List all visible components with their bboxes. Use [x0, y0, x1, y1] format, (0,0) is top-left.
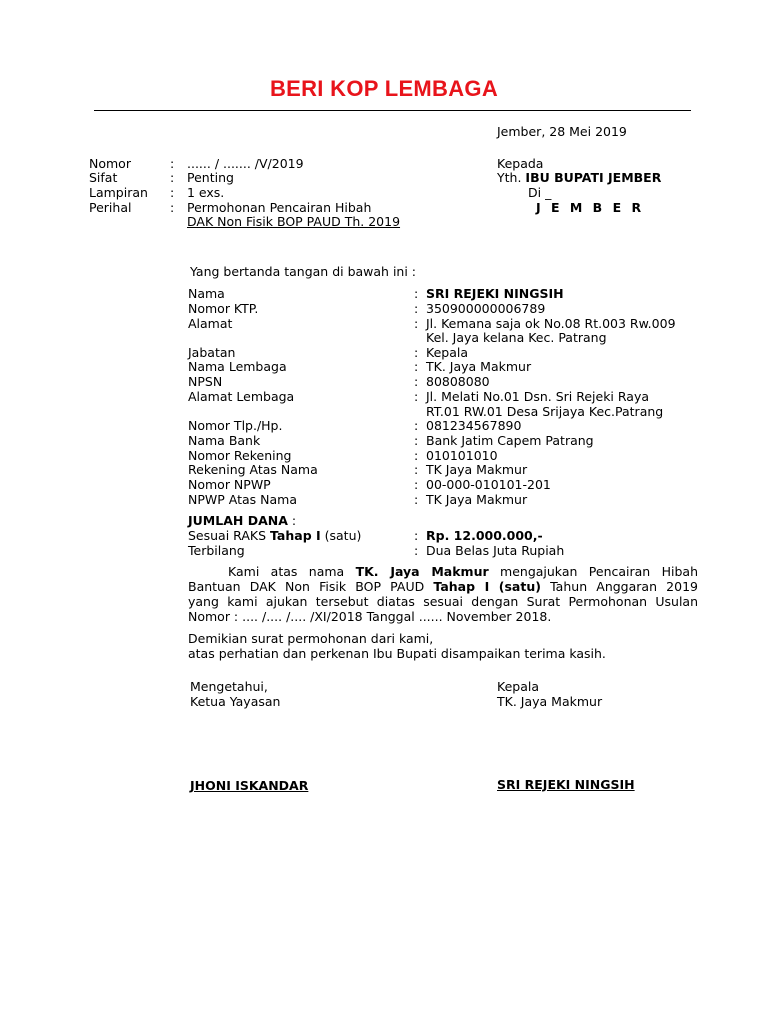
- letterhead-rule: [94, 110, 691, 111]
- identity-colon: :: [414, 374, 419, 389]
- recipient-city: J E M B E R: [536, 200, 645, 215]
- identity-value: Bank Jatim Capem Patrang: [426, 433, 594, 448]
- recipient-di: Di _: [528, 185, 552, 200]
- intro-text: Yang bertanda tangan di bawah ini :: [190, 264, 417, 279]
- identity-row: [188, 345, 718, 360]
- signature-right-role: TK. Jaya Makmur: [497, 694, 603, 709]
- identity-value: TK Jaya Makmur: [426, 492, 528, 507]
- body-line: yang kami ajukan tersebut diatas sesuai dengan Surat Permohonan Usulan: [188, 594, 698, 609]
- identity-value: 081234567890: [426, 418, 522, 433]
- identity-label: Nama: [188, 286, 225, 301]
- signature-right-title: Kepala: [497, 679, 539, 694]
- identity-row: [188, 316, 718, 331]
- header-value: Penting: [187, 170, 234, 185]
- raks-tail: (satu): [320, 528, 362, 543]
- identity-value: 350900000006789: [426, 301, 546, 316]
- identity-colon: :: [414, 462, 419, 477]
- recipient-kepada: Kepada: [497, 156, 544, 171]
- recipient-yth: [497, 170, 661, 185]
- body-text: Kami atas nama: [228, 564, 356, 579]
- identity-label: Alamat Lembaga: [188, 389, 295, 404]
- recipient-name: IBU BUPATI JEMBER: [525, 170, 662, 185]
- identity-colon: :: [414, 359, 419, 374]
- identity-value: RT.01 RW.01 Desa Srijaya Kec.Patrang: [426, 404, 664, 419]
- identity-row-continued: [188, 330, 718, 345]
- body-text-bold: Tahap I (satu): [433, 579, 541, 594]
- identity-row-continued: [188, 404, 718, 419]
- identity-value: Jl. Melati No.01 Dsn. Sri Rejeki Raya: [426, 389, 650, 404]
- identity-colon: :: [414, 301, 419, 316]
- body-line: [188, 579, 698, 594]
- body-text: Bantuan DAK Non Fisik BOP PAUD: [188, 579, 434, 594]
- identity-colon: :: [414, 492, 419, 507]
- identity-value: 010101010: [426, 448, 498, 463]
- identity-colon: :: [414, 345, 419, 360]
- signature-left-name: JHONI ISKANDAR: [190, 778, 309, 793]
- identity-colon: :: [414, 477, 419, 492]
- header-value: Permohonan Pencairan Hibah: [187, 200, 372, 215]
- header-colon: :: [170, 200, 175, 215]
- header-colon: :: [170, 185, 175, 200]
- signature-left-role: Ketua Yayasan: [190, 694, 281, 709]
- place-date: Jember, 28 Mei 2019: [497, 124, 627, 139]
- identity-label: Rekening Atas Nama: [188, 462, 318, 477]
- identity-colon: :: [414, 543, 419, 558]
- identity-row: [188, 477, 718, 492]
- body-text: Tahun Anggaran 2019: [540, 579, 698, 594]
- identity-row: [188, 301, 718, 316]
- identity-value: 80808080: [426, 374, 490, 389]
- identity-colon: :: [414, 448, 419, 463]
- identity-label: Jabatan: [188, 345, 236, 360]
- body-paragraph: [188, 564, 698, 624]
- identity-value: 00-000-010101-201: [426, 477, 551, 492]
- identity-row: [188, 286, 718, 301]
- identity-row: [188, 433, 718, 448]
- identity-row: [188, 448, 718, 463]
- identity-label: Nama Lembaga: [188, 359, 287, 374]
- terbilang-value: Dua Belas Juta Rupiah: [426, 543, 565, 558]
- identity-label: Nomor Tlp./Hp.: [188, 418, 283, 433]
- identity-row: [188, 359, 718, 374]
- body-text: mengajukan Pencairan Hibah: [488, 564, 698, 579]
- identity-value: Jl. Kemana saja ok No.08 Rt.003 Rw.009: [426, 316, 676, 331]
- closing-line-2: atas perhatian dan perkenan Ibu Bupati disampaikan terima kasih.: [188, 646, 606, 661]
- raks-label: Sesuai RAKS: [188, 528, 271, 543]
- header-value: 1 exs.: [187, 185, 225, 200]
- header-value: ...... / ....... /V/2019: [187, 156, 304, 171]
- identity-value: TK Jaya Makmur: [426, 462, 528, 477]
- body-text-bold: TK. Jaya Makmur: [355, 564, 489, 579]
- identity-label: Nama Bank: [188, 433, 261, 448]
- identity-label: Nomor Rekening: [188, 448, 292, 463]
- header-label: Sifat: [89, 170, 118, 185]
- funds-amount: Rp. 12.000.000,-: [426, 528, 543, 543]
- header-label: Lampiran: [89, 185, 148, 200]
- identity-row: [188, 492, 718, 507]
- identity-value: TK. Jaya Makmur: [426, 359, 532, 374]
- identity-row: [188, 389, 718, 404]
- body-line: [188, 564, 698, 579]
- identity-colon: :: [414, 389, 419, 404]
- funds-heading-colon: :: [287, 513, 297, 528]
- header-colon: :: [170, 156, 175, 171]
- identity-row: [188, 374, 718, 389]
- body-line: Nomor : .... /.... /.... /XI/2018 Tanggal ...... November 2018.: [188, 609, 552, 624]
- signature-right-name: SRI REJEKI NINGSIH: [497, 777, 635, 792]
- funds-terbilang-row: [188, 543, 718, 558]
- funds-heading: [188, 513, 718, 528]
- recipient-yth-prefix: Yth.: [497, 170, 522, 185]
- perihal-line2: DAK Non Fisik BOP PAUD Th. 2019: [187, 214, 401, 229]
- identity-colon: :: [414, 418, 419, 433]
- closing-line-1: Demikian surat permohonan dari kami,: [188, 631, 434, 646]
- identity-colon: :: [414, 528, 419, 543]
- identity-value: SRI REJEKI NINGSIH: [426, 286, 564, 301]
- identity-label: NPSN: [188, 374, 223, 389]
- terbilang-label: Terbilang: [188, 543, 245, 558]
- header-label: Nomor: [89, 156, 131, 171]
- identity-label: NPWP Atas Nama: [188, 492, 297, 507]
- header-label: Perihal: [89, 200, 132, 215]
- identity-label: Nomor NPWP: [188, 477, 271, 492]
- header-colon: :: [170, 170, 175, 185]
- identity-colon: :: [414, 286, 419, 301]
- identity-label: Nomor KTP.: [188, 301, 259, 316]
- identity-colon: :: [414, 316, 419, 331]
- identity-value: Kel. Jaya kelana Kec. Patrang: [426, 330, 607, 345]
- identity-row: [188, 418, 718, 433]
- identity-label: Alamat: [188, 316, 233, 331]
- signature-left-title: Mengetahui,: [190, 679, 268, 694]
- identity-row: [188, 462, 718, 477]
- raks-bold: Tahap I: [270, 528, 321, 543]
- funds-heading-text: JUMLAH DANA: [188, 513, 288, 528]
- letterhead-title: BERI KOP LEMBAGA: [269, 76, 499, 101]
- funds-raks-row: [188, 528, 718, 543]
- identity-colon: :: [414, 433, 419, 448]
- identity-value: Kepala: [426, 345, 468, 360]
